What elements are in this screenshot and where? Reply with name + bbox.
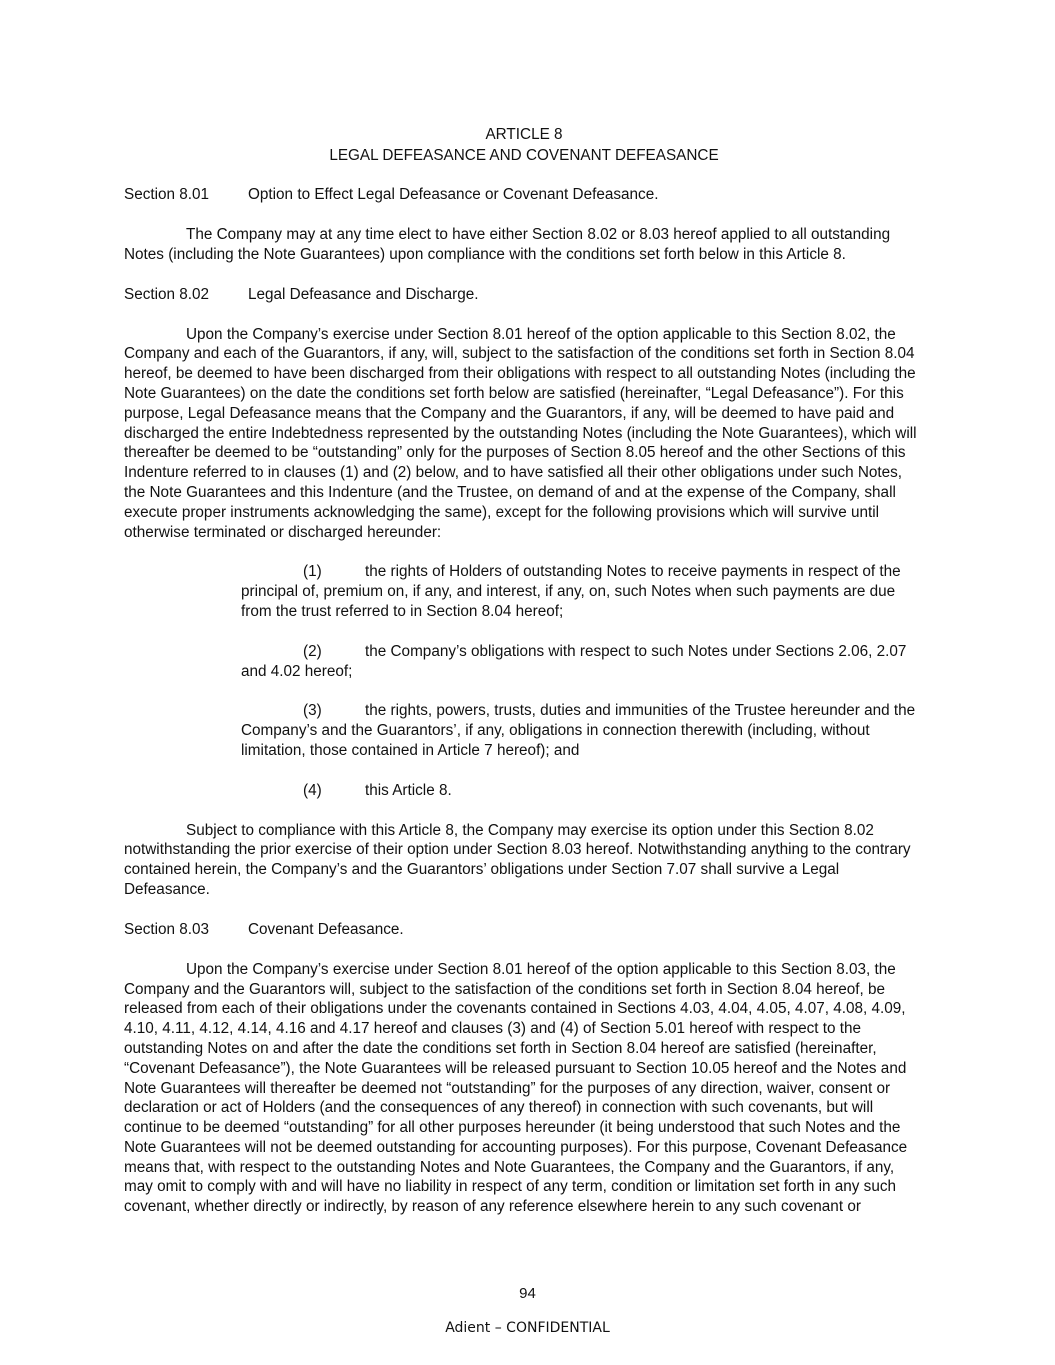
clause-item	[241, 642, 924, 682]
section-heading-8-01	[124, 185, 924, 205]
section-8-02-body: Upon the Company’s exercise under Section 8.01 hereof of the option applicable to this Section 8.02, the Company and each of the Guarantors, if any, will, subject to the satisfaction of the conditions set forth in Section 8.04 hereof, be deemed to have been discharged from their obligations with respect to all outstanding Notes (including the Note Guarantees) on the date the conditions set forth below are satisfied (hereinafter, “Legal Defeasance”). For this purpose, Legal Defeasance means that the Company and the Guarantors, if any, will be deemed to have paid and discharged the entire Indebtedness represented by the outstanding Notes (including the Note Guarantees), which will thereafter be deemed to be “outstanding” only for the purposes of Section 8.05 hereof and the other Sections of this Indenture referred to in clauses (1) and (2) below, and to have satisfied all their other obligations under such Notes, the Note Guarantees and this Indenture (and the Trustee, on demand of and at the expense of the Company, shall execute proper instruments acknowledging the same), except for the following provisions which will survive until otherwise terminated or discharged hereunder:	[124, 325, 917, 541]
clause-marker: (2)	[303, 642, 322, 660]
section-title: Covenant Defeasance.	[248, 920, 404, 938]
section-title: Option to Effect Legal Defeasance or Covenant Defeasance.	[248, 186, 659, 203]
section-heading-8-03	[124, 920, 924, 940]
section-8-02-closing: Subject to compliance with this Article 8, the Company may exercise its option under this Section 8.02 notwithstanding the prior exercise of their option under Section 8.03 hereof. Notwithstanding anything to the contrary contained herein, the Company’s and the Guarantors’ obligations under Section 7.07 shall survive a Legal Defeasance.	[124, 821, 911, 898]
article-subtitle: LEGAL DEFEASANCE AND COVENANT DEFEASANCE	[329, 147, 719, 164]
clause-text: the rights of Holders of outstanding Notes to receive payments in respect of the principal of, premium on, if any, and interest, if any, on, such Notes when such payments are due from the trust referred to in Section 8.04 hereof;	[241, 563, 901, 620]
page-number: 94	[519, 1285, 536, 1302]
confidential-footer: Adient – CONFIDENTIAL	[445, 1320, 610, 1336]
clause-item	[241, 562, 924, 621]
article-title: ARTICLE 8	[485, 126, 563, 143]
clause-marker: (1)	[303, 563, 322, 581]
section-heading-8-02	[124, 285, 924, 305]
clause-text: the rights, powers, trusts, duties and immunities of the Trustee hereunder and the Company’s and the Guarantors’, if any, obligations in connection therewith (including, without limitation, those contained in Article 7 hereof); and	[241, 702, 916, 759]
document-page	[124, 124, 924, 1217]
section-8-03-body: Upon the Company’s exercise under Section 8.01 hereof of the option applicable to this Section 8.03, the Company and the Guarantors will, subject to the satisfaction of the conditions set forth in Section 8.04 hereof, be released from each of their obligations under the covenants contained in Sections 4.03, 4.04, 4.05, 4.07, 4.08, 4.09, 4.10, 4.11, 4.12, 4.14, 4.16 and 4.17 hereof and clauses (3) and (4) of Section 5.01 hereof with respect to the outstanding Notes on and after the date the conditions set forth in Section 8.04 hereof are satisfied (hereinafter, “Covenant Defeasance”), the Note Guarantees will be released pursuant to Section 10.05 hereof and the Notes and Note Guarantees will thereafter be deemed not “outstanding” for the purposes of any direction, waiver, consent or declaration or act of Holders (and the consequences of any thereof) in connection with such covenants, but will continue to be deemed “outstanding” for all other purposes hereunder (it being understood that such Notes and the Note Guarantees will not be deemed outstanding for accounting purposes). For this purpose, Covenant Defeasance means that, with respect to the outstanding Notes and Note Guarantees, the Company and the Guarantors, if any, may omit to comply with and will have no liability in respect of any term, condition or limitation set forth in any such covenant, whether directly or indirectly, by reason of any reference elsewhere herein to any such covenant or	[124, 960, 908, 1216]
section-number: Section 8.03	[124, 920, 210, 938]
section-number: Section 8.02	[124, 285, 210, 303]
clause-marker: (3)	[303, 702, 322, 720]
clause-item	[241, 781, 924, 801]
section-8-01-body: The Company may at any time elect to have either Section 8.02 or 8.03 hereof applied to all outstanding Notes (including the Note Guarantees) upon compliance with the conditions set forth below in this Article 8.	[124, 226, 891, 263]
clause-text: the Company’s obligations with respect to such Notes under Sections 2.06, 2.07 and 4.02 hereof;	[241, 642, 907, 680]
clause-text: this Article 8.	[365, 781, 452, 799]
clause-marker: (4)	[303, 781, 322, 799]
section-number: Section 8.01	[124, 186, 210, 203]
section-title: Legal Defeasance and Discharge.	[248, 285, 479, 303]
clause-item	[241, 701, 924, 760]
